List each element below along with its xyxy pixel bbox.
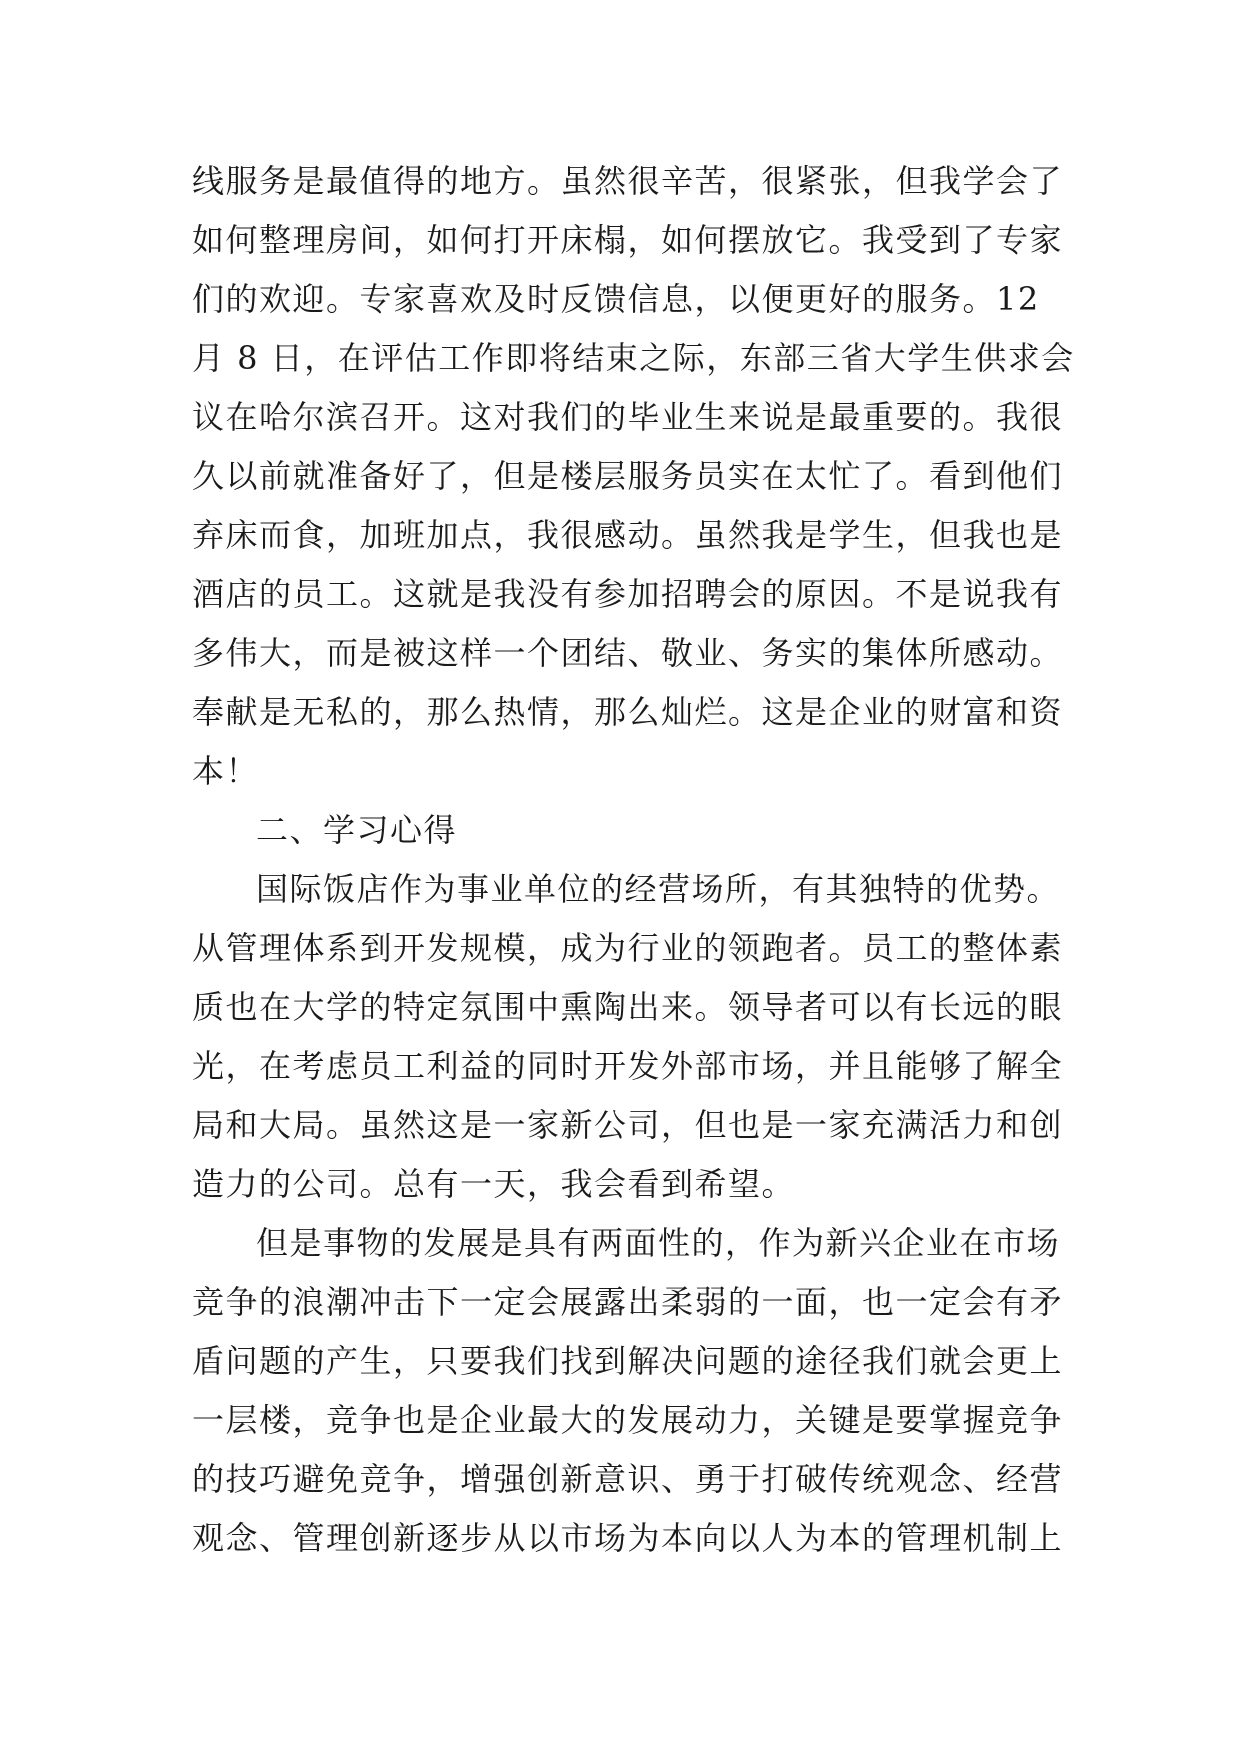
text-line: 久以前就准备好了，但是楼层服务员实在太忙了。看到他们 [192, 457, 1064, 495]
text-line: 局和大局。虽然这是一家新公司，但也是一家充满活力和创 [192, 1106, 1064, 1144]
text-line: 们的欢迎。专家喜欢及时反馈信息，以便更好的服务。12 [192, 280, 1040, 318]
paragraph-first-line: 但是事物的发展是具有两面性的，作为新兴企业在市场 [256, 1224, 1061, 1262]
text-line: 从管理体系到开发规模，成为行业的领跑者。员工的整体素 [192, 929, 1064, 967]
text-line: 一层楼，竞争也是企业最大的发展动力，关键是要掌握竞争 [192, 1401, 1064, 1439]
text-line: 酒店的员工。这就是我没有参加招聘会的原因。不是说我有 [192, 575, 1064, 613]
text-line: 线服务是最值得的地方。虽然很辛苦，很紧张，但我学会了 [192, 162, 1064, 200]
text-line: 的技巧避免竞争，增强创新意识、勇于打破传统观念、经营 [192, 1460, 1064, 1498]
text-line: 质也在大学的特定氛围中熏陶出来。领导者可以有长远的眼 [192, 988, 1064, 1026]
text-line: 观念、管理创新逐步从以市场为本向以人为本的管理机制上 [192, 1519, 1064, 1557]
text-line: 议在哈尔滨召开。这对我们的毕业生来说是最重要的。我很 [192, 398, 1064, 436]
text-line: 竞争的浪潮冲击下一定会展露出柔弱的一面，也一定会有矛 [192, 1283, 1064, 1321]
paragraph-first-line: 国际饭店作为事业单位的经营场所，有其独特的优势。 [256, 870, 1061, 908]
text-line: 造力的公司。总有一天，我会看到希望。 [192, 1165, 796, 1203]
text-line: 奉献是无私的，那么热情，那么灿烂。这是企业的财富和资 [192, 693, 1064, 731]
text-line: 多伟大，而是被这样一个团结、敬业、务实的集体所感动。 [192, 634, 1064, 672]
text-line: 本！ [192, 752, 260, 790]
text-line: 弃床而食，加班加点，我很感动。虽然我是学生，但我也是 [192, 516, 1064, 554]
text-line: 月 8 日，在评估工作即将结束之际，东部三省大学生供求会 [192, 339, 1075, 377]
text-line: 盾问题的产生，只要我们找到解决问题的途径我们就会更上 [192, 1342, 1064, 1380]
text-line: 如何整理房间，如何打开床榻，如何摆放它。我受到了专家 [192, 221, 1064, 259]
text-line: 光，在考虑员工利益的同时开发外部市场，并且能够了解全 [192, 1047, 1064, 1085]
section-heading: 二、学习心得 [256, 811, 458, 849]
document-body [192, 152, 1092, 1568]
